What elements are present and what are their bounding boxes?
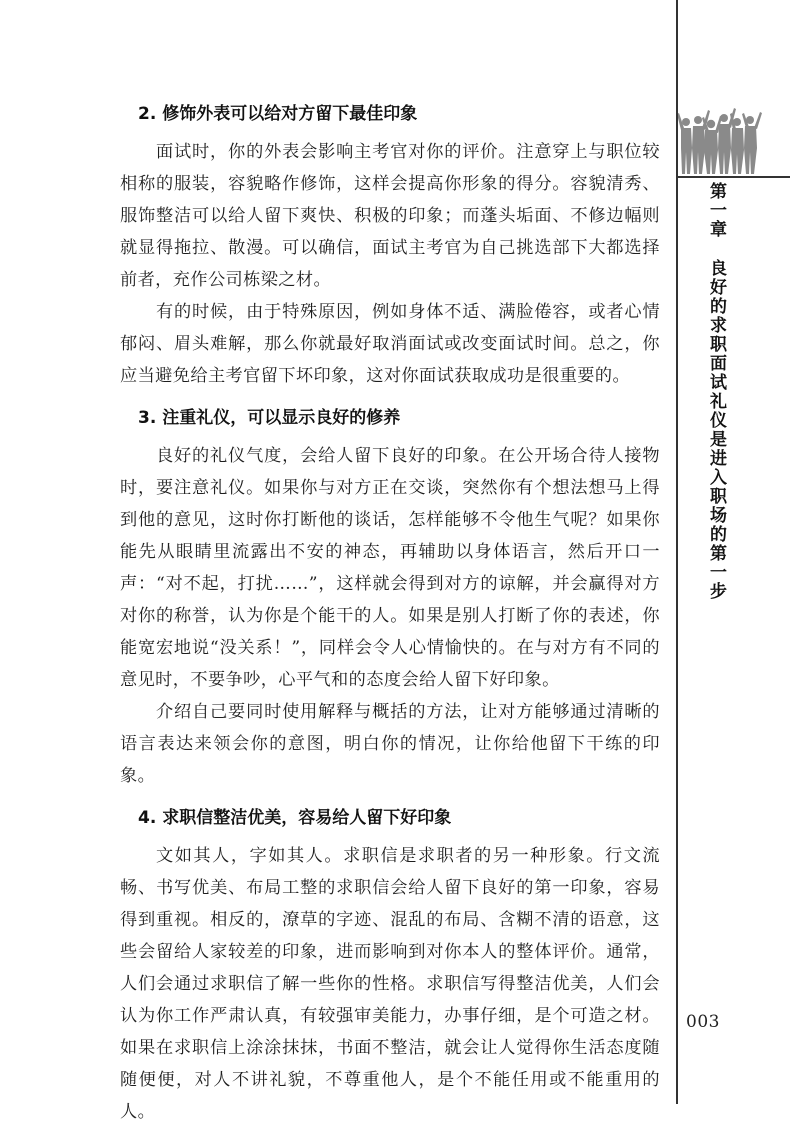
paragraph: 文如其人，字如其人。求职信是求职者的另一种形象。行文流畅、书写优美、布局工整的求职信会给人留下良好的第一印象，容易得到重视。相反的，潦草的字迹、混乱的布局、含糊不清的语意，这些会留给人家较差的印象，进而影响到对你本人的整体评价。通常，人们会通过求职信了解一些你的性格。求职信写得整洁优美，人们会认为你工作严肃认真，有较强审美能力，办事仔细，是个可造之材。如果在求职信上涂涂抹抹，书面不整洁，就会让人觉得你生活态度随随便便，对人不讲礼貌，不尊重他人，是个不能任用或不能重用的人。 <box>120 846 660 1122</box>
chapter-label <box>700 182 726 601</box>
section-etiquette <box>120 404 660 792</box>
section-appearance <box>120 100 660 392</box>
sidebar-divider-horizontal <box>676 176 790 178</box>
page-body <box>120 100 660 1128</box>
chapter-title: 良好的求职面试礼仪是进入职场的第一步 <box>706 259 726 601</box>
section-cover-letter <box>120 804 660 1128</box>
celebrating-people-silhouette-icon <box>678 104 764 174</box>
section-heading: 3. 注重礼仪，可以显示良好的修养 <box>138 408 401 428</box>
paragraph: 有的时候，由于特殊原因，例如身体不适、满脸倦容，或者心情郁闷、眉头难解，那么你就最好取消面试或改变面试时间。总之，你应当避免给主考官留下坏印象，这对你面试获取成功是很重要的。 <box>120 302 660 386</box>
page-number: 003 <box>686 1012 720 1032</box>
chapter-number: 第一章 <box>706 182 726 239</box>
section-heading: 2. 修饰外表可以给对方留下最佳印象 <box>138 104 418 124</box>
paragraph: 良好的礼仪气度，会给人留下良好的印象。在公开场合待人接物时，要注意礼仪。如果你与对方正在交谈，突然你有个想法想马上得到他的意见，这时你打断他的谈话，怎样能够不令他生气呢？如果你能先从眼睛里流露出不安的神态，再辅助以身体语言，然后开口一声：“对不起，打扰……”，这样就会得到对方的谅解，并会赢得对方对你的称誉，认为你是个能干的人。如果是别人打断了你的表述，你能宽宏地说“没关系！”，同样会令人心情愉快的。在与对方有不同的意见时，不要争吵，心平气和的态度会给人留下好印象。 <box>120 446 660 690</box>
paragraph: 面试时，你的外表会影响主考官对你的评价。注意穿上与职位较相称的服装，容貌略作修饰，这样会提高你形象的得分。容貌清秀、服饰整洁可以给人留下爽快、积极的印象；而蓬头垢面、不修边幅则就显得拖拉、散漫。可以确信，面试主考官为自己挑选部下大都选择前者，充作公司栋梁之材。 <box>120 142 660 290</box>
section-heading: 4. 求职信整洁优美，容易给人留下好印象 <box>138 808 452 828</box>
paragraph: 介绍自己要同时使用解释与概括的方法，让对方能够通过清晰的语言表达来领会你的意图，明白你的情况，让你给他留下干练的印象。 <box>120 702 660 786</box>
